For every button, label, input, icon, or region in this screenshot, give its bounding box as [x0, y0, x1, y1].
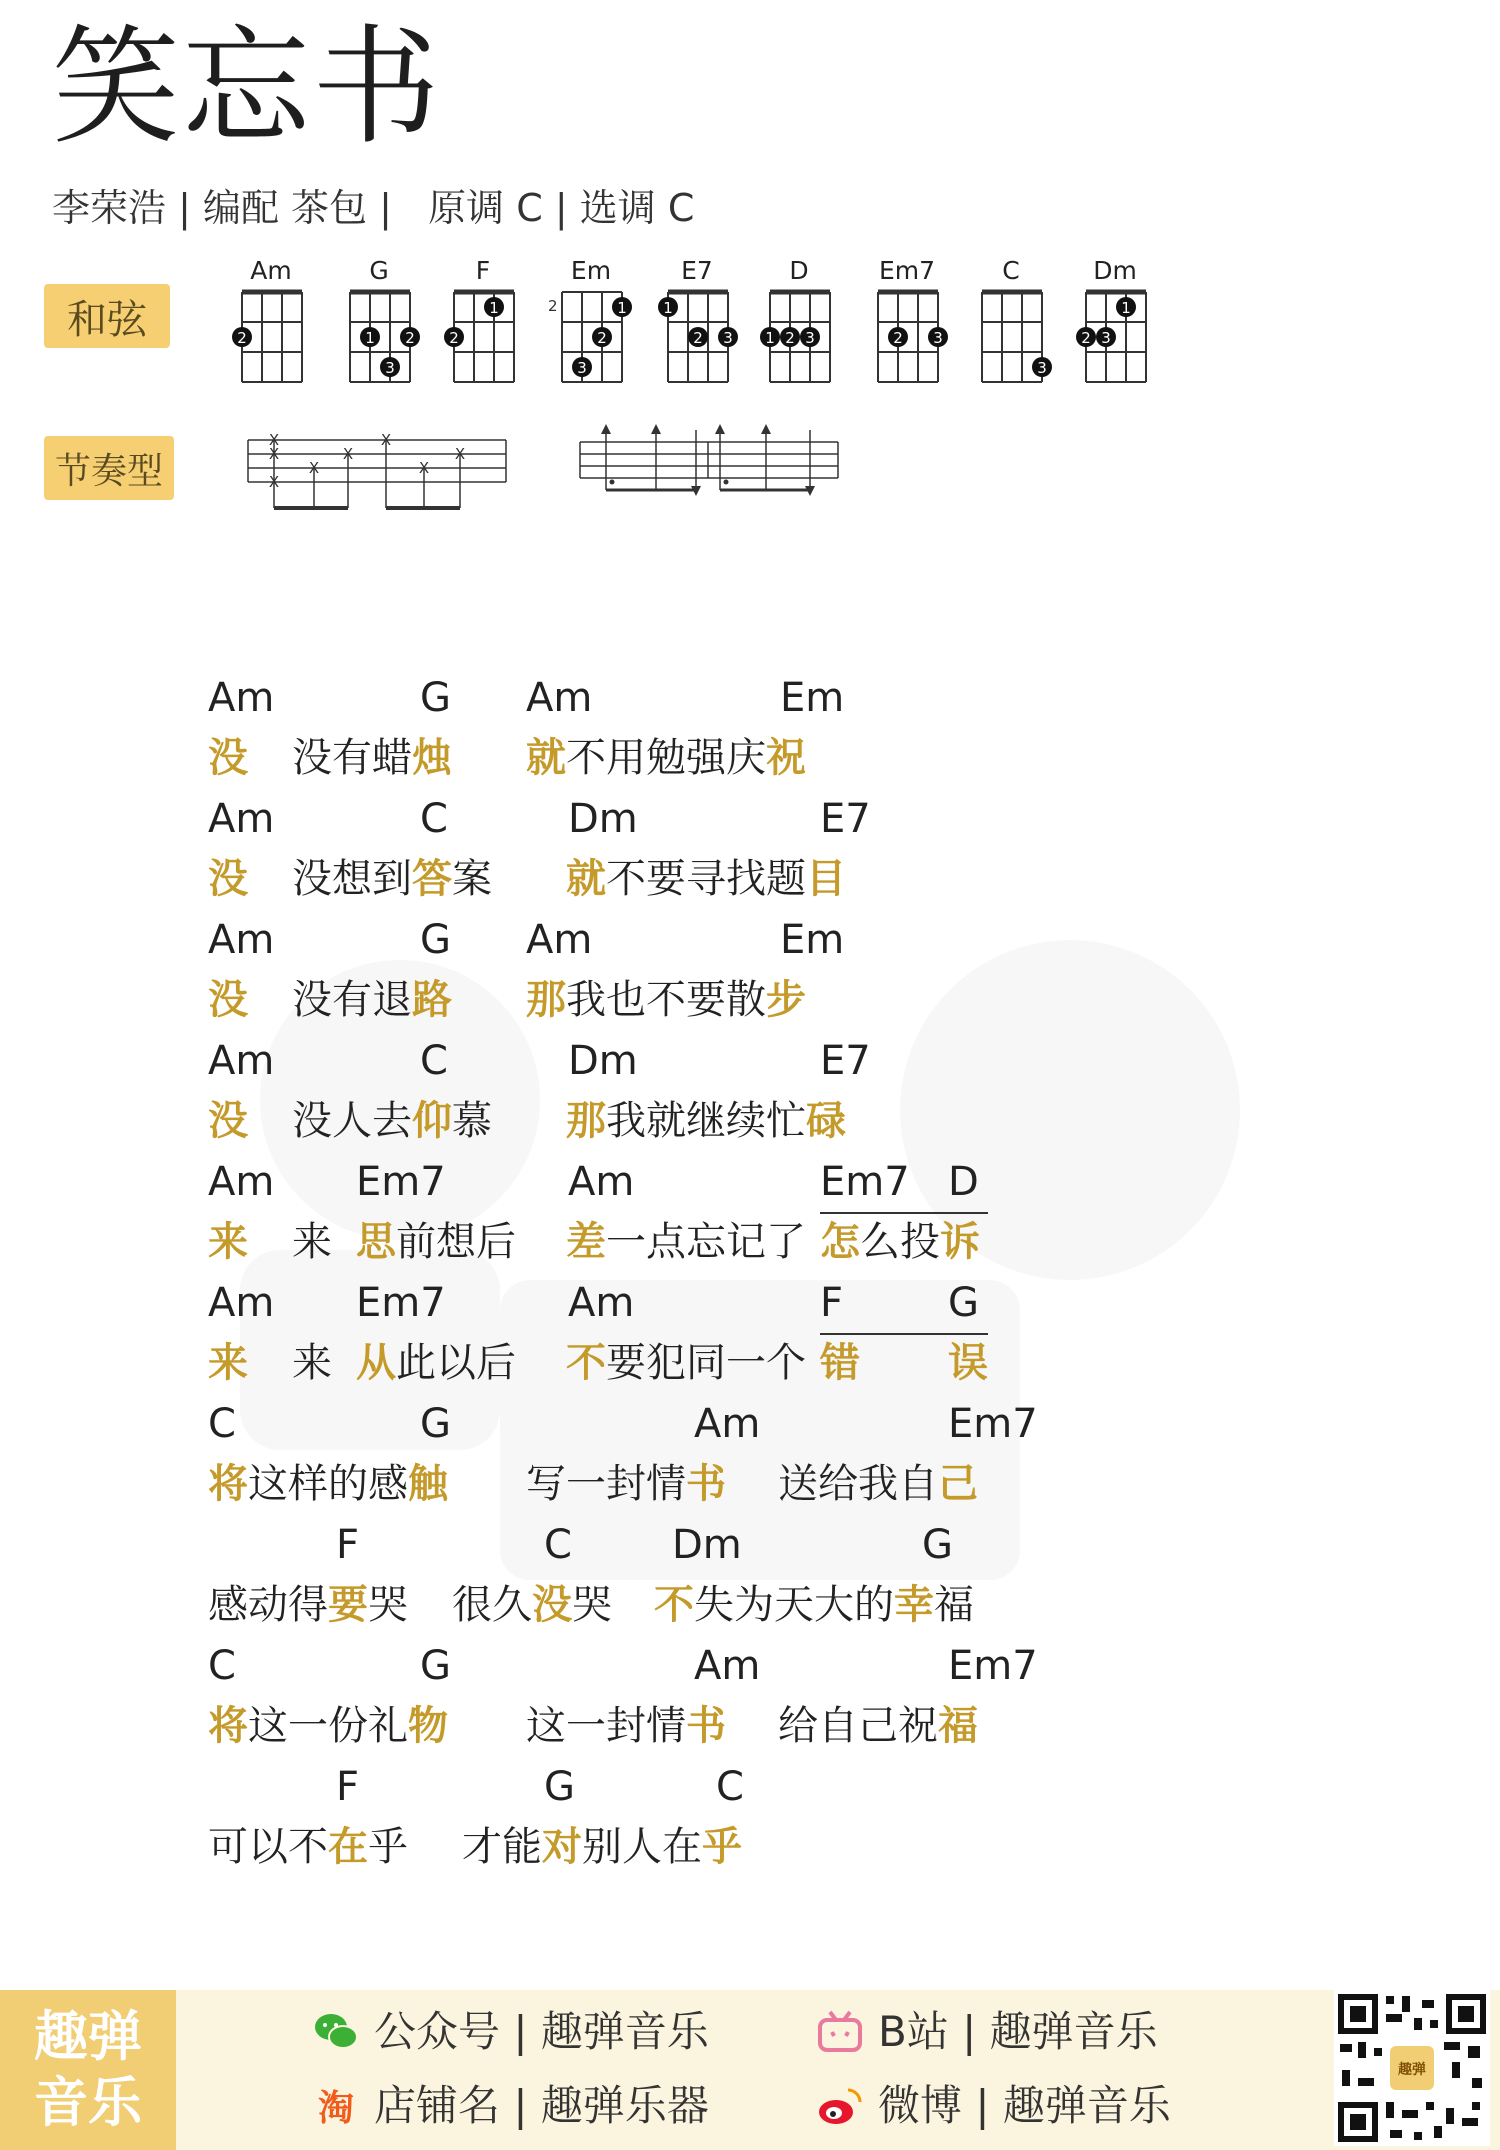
chord: F	[820, 1280, 844, 1326]
svg-text:2: 2	[785, 329, 795, 347]
lyric-segment: 对	[542, 1824, 582, 1870]
lyric-segment: 不要寻找题	[606, 856, 806, 902]
fretboard-grid	[756, 286, 842, 386]
lyric-line	[208, 730, 1108, 791]
chord: C	[208, 1643, 236, 1689]
lyric-segment: 别人在	[582, 1824, 702, 1870]
lyric-segment: 乎	[702, 1824, 742, 1870]
footer-text: 微博 | 趣弹音乐	[878, 2081, 1171, 2130]
svg-text:3: 3	[577, 359, 587, 377]
lyric-line	[208, 1698, 1108, 1759]
lyric-segment: 在	[328, 1824, 368, 1870]
svg-text:2: 2	[1081, 329, 1091, 347]
chord: G	[420, 1401, 451, 1447]
lyric-segment: 我就继续忙	[606, 1098, 806, 1144]
song-meta: 李荣浩 | 编配 茶包 | 原调 C | 选调 C	[52, 186, 695, 230]
chord-diagram-g	[336, 256, 422, 386]
lyric-segment: 福	[938, 1703, 978, 1749]
footer-bilibili[interactable]	[816, 2002, 1158, 2062]
svg-text:1: 1	[365, 329, 375, 347]
footer-text: 店铺名 | 趣弹乐器	[374, 2081, 709, 2130]
qr-code[interactable]	[1334, 1990, 1490, 2146]
lyric-segment: 要	[328, 1582, 368, 1628]
lyric-line	[208, 851, 1108, 912]
lyric-segment: 那	[566, 1098, 606, 1144]
lyric-segment: 福	[934, 1582, 974, 1628]
lyric-segment: 幸	[894, 1582, 934, 1628]
chord: Am	[568, 1159, 635, 1205]
lyric-segment: 思	[356, 1219, 396, 1265]
chord-name: Dm	[1093, 256, 1137, 285]
lyric-segment: 哭	[572, 1582, 612, 1628]
lyric-segment: 步	[766, 977, 806, 1023]
chord: G	[420, 1643, 451, 1689]
chord: Dm	[568, 1038, 638, 1084]
chord-line	[208, 1033, 1108, 1093]
lyric-segment: 己	[938, 1461, 978, 1507]
footer-bar	[0, 1990, 1500, 2150]
chord: Em	[780, 917, 845, 963]
lyric-segment: 写一封情	[526, 1461, 686, 1507]
lyric-segment: 没	[208, 977, 248, 1023]
chord: E7	[820, 796, 871, 842]
chord: Em7	[820, 1159, 910, 1205]
chord-line	[208, 1396, 1108, 1456]
lyric-segment: 前想后	[396, 1219, 516, 1265]
fretboard-grid	[654, 286, 740, 386]
rhythm-pattern-strum	[576, 420, 846, 500]
chord-diagram-d	[756, 256, 842, 386]
lyric-segment: 就	[526, 735, 566, 781]
brand-line: 趣弹	[34, 2005, 142, 2068]
lyric-segment: 案	[452, 856, 492, 902]
chord-name: F	[475, 256, 491, 285]
lyric-line	[208, 1577, 1108, 1638]
chord-line	[208, 1275, 1108, 1335]
lyric-segment: 不	[654, 1582, 694, 1628]
lyric-segment: 才能	[462, 1824, 542, 1870]
chord: Am	[694, 1643, 761, 1689]
chord-name: Am	[250, 256, 292, 285]
lyric-line	[208, 972, 1108, 1033]
lyric-segment: 错	[820, 1340, 860, 1386]
chord-name: D	[789, 256, 809, 285]
lyric-segment: 路	[412, 977, 452, 1023]
svg-text:2: 2	[693, 329, 703, 347]
lyric-segment: 怎	[820, 1219, 860, 1265]
chord: Am	[208, 1280, 275, 1326]
strum-mark: X	[268, 445, 280, 463]
chord-line	[208, 1759, 1108, 1819]
lyric-segment: 给自己祝	[778, 1703, 938, 1749]
svg-text:3: 3	[1101, 329, 1111, 347]
lyric-segment: 没想到	[292, 856, 412, 902]
lyric-segment: 这一封情	[526, 1703, 686, 1749]
chord-diagram-em	[548, 256, 634, 386]
chord: Am	[694, 1401, 761, 1447]
weibo-icon	[816, 2082, 864, 2130]
fretboard-grid	[968, 286, 1054, 386]
lyric-segment: 一点忘记了	[606, 1219, 806, 1265]
chord-diagram-f	[440, 256, 526, 386]
lyric-segment: 送给我自	[778, 1461, 938, 1507]
svg-text:1: 1	[617, 299, 627, 317]
brand-logo	[0, 1990, 176, 2150]
strum-mark: X	[380, 431, 392, 449]
chord-name: C	[1002, 256, 1020, 285]
lyric-segment: 碌	[806, 1098, 846, 1144]
lyric-segment: 此以后	[396, 1340, 516, 1386]
chord: F	[336, 1764, 360, 1810]
chord: Am	[208, 796, 275, 842]
lyric-segment: 没	[208, 735, 248, 781]
chord: Am	[526, 917, 593, 963]
lyric-segment: 这样的感	[248, 1461, 408, 1507]
lyric-segment: 没	[208, 1098, 248, 1144]
svg-text:2: 2	[893, 329, 903, 347]
chord-line	[208, 670, 1108, 730]
lyric-segment: 书	[686, 1461, 726, 1507]
lyric-segment: 触	[408, 1461, 448, 1507]
lyric-line	[208, 1214, 1108, 1275]
taobao-icon	[312, 2082, 360, 2130]
svg-text:3: 3	[385, 359, 395, 377]
lyric-segment: 祝	[766, 735, 806, 781]
lyric-segment: 目	[806, 856, 846, 902]
wechat-icon	[312, 2008, 360, 2056]
lyric-segment: 乎	[368, 1824, 408, 1870]
chord: G	[948, 1280, 979, 1326]
lyric-segment: 将	[208, 1461, 248, 1507]
svg-text:2: 2	[405, 329, 415, 347]
lyric-line	[208, 1335, 1108, 1396]
chord: Am	[208, 1159, 275, 1205]
chord: E7	[820, 1038, 871, 1084]
chord-diagram-dm	[1072, 256, 1158, 386]
lyric-segment: 来	[208, 1340, 248, 1386]
chord: C	[208, 1401, 236, 1447]
strum-mark: X	[418, 459, 430, 477]
svg-text:1: 1	[663, 299, 673, 317]
fretboard-grid	[864, 286, 950, 386]
fretboard-grid	[548, 286, 634, 386]
chord-diagram-c	[968, 256, 1054, 386]
lyric-segment: 差	[566, 1219, 606, 1265]
chord-diagrams	[0, 256, 1200, 386]
chord: F	[336, 1522, 360, 1568]
svg-text:1: 1	[1121, 299, 1131, 317]
lyric-line	[208, 1819, 1108, 1880]
lyric-segment: 来	[292, 1219, 332, 1265]
chord: D	[948, 1159, 979, 1205]
svg-text:淘: 淘	[317, 2088, 355, 2129]
chord: G	[420, 675, 451, 721]
svg-text:3: 3	[723, 329, 733, 347]
chord-line	[208, 791, 1108, 851]
lyric-line	[208, 1456, 1108, 1517]
lyric-segment: 可以不	[208, 1824, 328, 1870]
chord: Am	[208, 917, 275, 963]
chord-line	[208, 1517, 1108, 1577]
fretboard-grid	[1072, 286, 1158, 386]
lyric-segment: 书	[686, 1703, 726, 1749]
lyric-segment: 那	[526, 977, 566, 1023]
strum-mark: X	[342, 445, 354, 463]
chord: Am	[208, 1038, 275, 1084]
svg-text:2: 2	[449, 329, 459, 347]
fretboard-grid	[440, 286, 526, 386]
chord: Em7	[356, 1280, 446, 1326]
chords-label: 和弦	[44, 284, 170, 348]
chord: C	[420, 796, 448, 842]
song-title: 笑忘书	[52, 13, 443, 162]
strum-mark: X	[268, 473, 280, 491]
chord: C	[716, 1764, 744, 1810]
chord: Am	[526, 675, 593, 721]
qr-badge: 趣弹	[1398, 2062, 1426, 2078]
lyric-segment: 我也不要散	[566, 977, 766, 1023]
chord: Am	[568, 1280, 635, 1326]
chord: Em7	[948, 1643, 1038, 1689]
chord-name: Em	[570, 256, 612, 285]
lyric-segment: 么投	[860, 1219, 940, 1265]
lyric-segment: 物	[408, 1703, 448, 1749]
lyric-segment: 烛	[412, 735, 452, 781]
svg-text:3: 3	[1037, 359, 1047, 377]
lyric-segment: 失为天大的	[694, 1582, 894, 1628]
chord-name: E7	[681, 256, 713, 285]
fret-marker: 2	[548, 297, 558, 315]
fretboard-grid	[228, 286, 314, 386]
svg-text:2: 2	[237, 329, 247, 347]
footer-text: 公众号 | 趣弹音乐	[374, 2007, 709, 2056]
lyric-segment: 没	[532, 1582, 572, 1628]
lyric-segment: 就	[566, 856, 606, 902]
strum-mark: X	[268, 431, 280, 449]
rhythm-label: 节奏型	[44, 436, 174, 500]
chord-diagram-e7	[654, 256, 740, 386]
chord: Dm	[672, 1522, 742, 1568]
lyric-segment: 来	[292, 1340, 332, 1386]
lyrics-sheet	[208, 670, 1108, 1880]
svg-text:3: 3	[933, 329, 943, 347]
lyric-segment: 诉	[940, 1219, 980, 1265]
chord: Em7	[356, 1159, 446, 1205]
chord-diagram-em7	[864, 256, 950, 386]
chord-diagram-am	[228, 256, 314, 386]
chord: Dm	[568, 796, 638, 842]
lyric-line	[208, 1093, 1108, 1154]
rhythm-pattern-fingerstyle	[244, 428, 514, 518]
chord: Am	[208, 675, 275, 721]
chord-line	[208, 1154, 1108, 1214]
lyric-segment: 没	[208, 856, 248, 902]
brand-line: 音乐	[34, 2071, 142, 2134]
svg-text:3: 3	[805, 329, 815, 347]
lyric-segment: 感动得	[208, 1582, 328, 1628]
lyric-segment: 误	[948, 1340, 988, 1386]
chord-line	[208, 912, 1108, 972]
lyric-segment: 很久	[452, 1582, 532, 1628]
lyric-segment: 来	[208, 1219, 248, 1265]
footer-wechat[interactable]	[312, 2002, 709, 2062]
svg-text:2: 2	[597, 329, 607, 347]
footer-text: B站 | 趣弹音乐	[878, 2007, 1158, 2056]
lyric-segment: 将	[208, 1703, 248, 1749]
chord: C	[544, 1522, 572, 1568]
chord-line	[208, 1638, 1108, 1698]
lyric-segment: 要犯同一个	[606, 1340, 806, 1386]
lyric-segment: 不	[566, 1340, 606, 1386]
lyric-segment: 哭	[368, 1582, 408, 1628]
chord: Em7	[948, 1401, 1038, 1447]
lyric-segment: 没有蜡	[292, 735, 412, 781]
lyric-segment: 没有退	[292, 977, 412, 1023]
bilibili-icon	[816, 2008, 864, 2056]
lyric-segment: 慕	[452, 1098, 492, 1144]
strum-mark: X	[308, 459, 320, 477]
lyric-segment: 不用勉强庆	[566, 735, 766, 781]
strum-mark: X	[454, 445, 466, 463]
chord: G	[544, 1764, 575, 1810]
lyric-segment: 这一份礼	[248, 1703, 408, 1749]
chord: C	[420, 1038, 448, 1084]
svg-text:1: 1	[765, 329, 775, 347]
lyric-segment: 没人去	[292, 1098, 412, 1144]
chord-name: G	[369, 256, 389, 285]
lyric-segment: 答	[412, 856, 452, 902]
footer-taobao[interactable]	[312, 2076, 709, 2136]
chord: G	[420, 917, 451, 963]
lyric-segment: 从	[356, 1340, 396, 1386]
lyric-segment: 仰	[412, 1098, 452, 1144]
chord: G	[922, 1522, 953, 1568]
svg-text:1: 1	[489, 299, 499, 317]
chord: Em	[780, 675, 845, 721]
fretboard-grid	[336, 286, 422, 386]
footer-weibo[interactable]	[816, 2076, 1171, 2136]
chord-name: Em7	[878, 256, 936, 285]
